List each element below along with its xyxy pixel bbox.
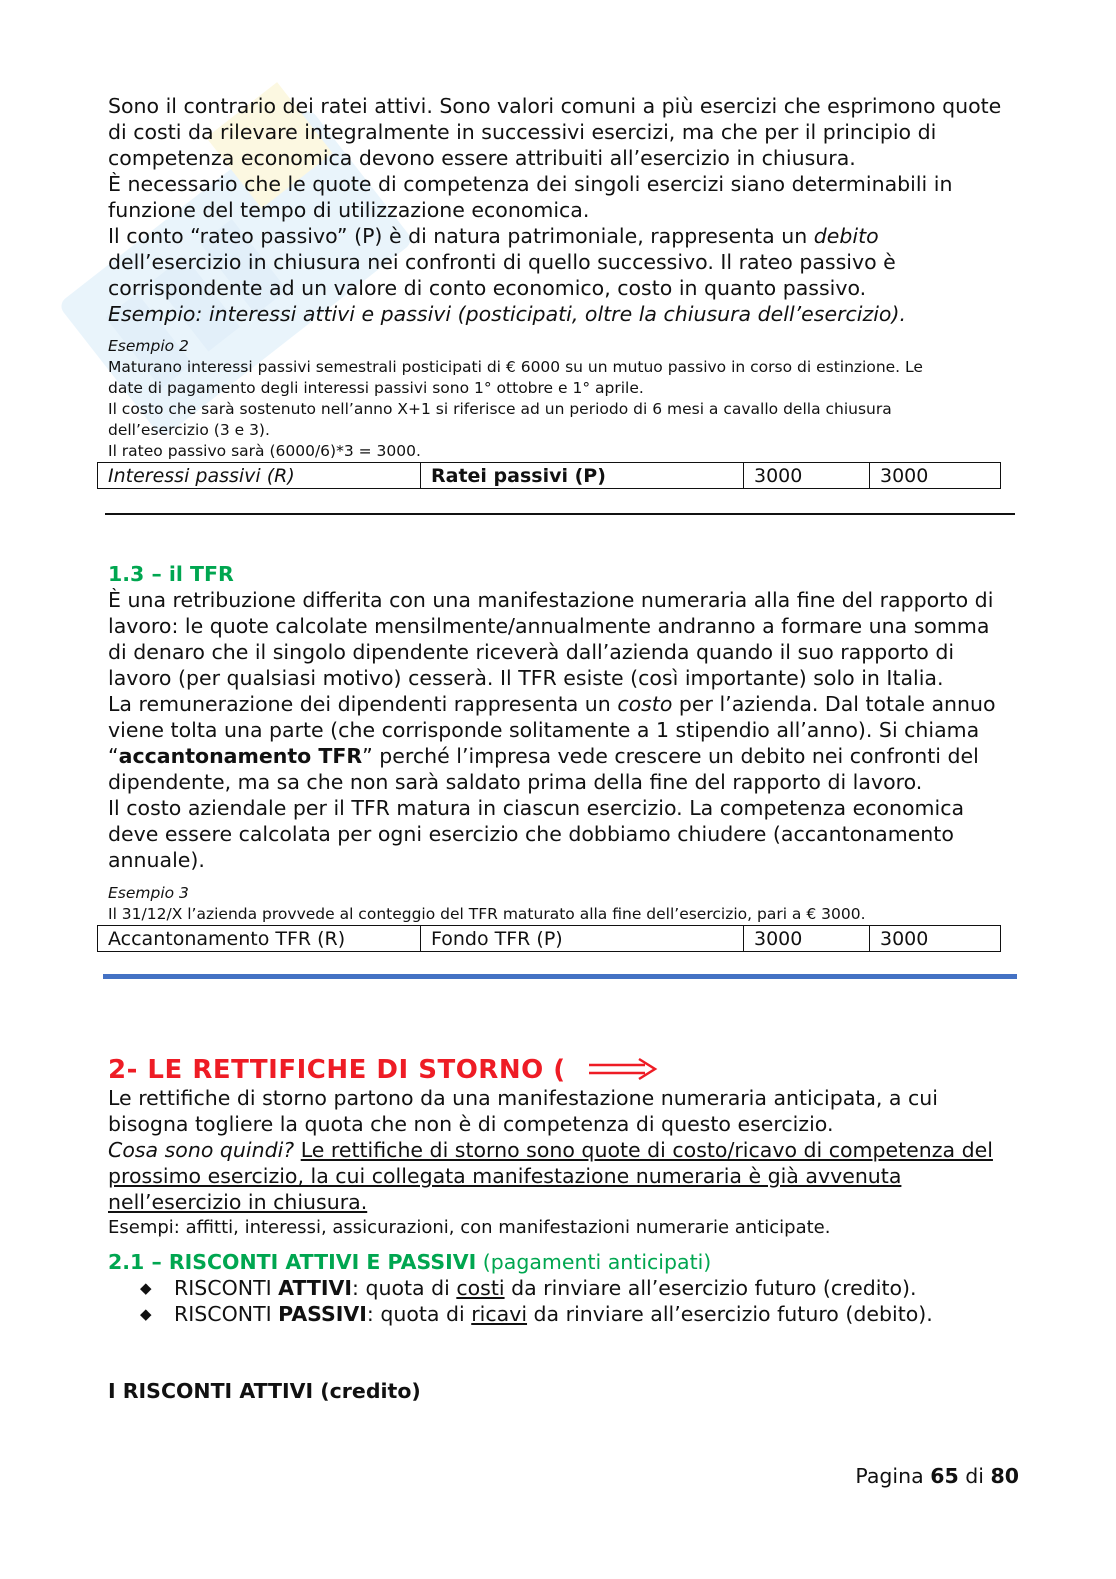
heading-text: 2- LE RETTIFICHE DI STORNO (	[108, 1055, 566, 1085]
bold-term: accantonamento TFR	[118, 744, 363, 768]
subheading: I RISCONTI ATTIVI (credito)	[108, 1379, 421, 1403]
text-line: viene tolta una parte (che corrisponde solitamente a 1 stipendio all’anno). Si chiama	[108, 718, 980, 742]
text-line: Sono il contrario dei ratei attivi. Sono valori comuni a più esercizi che esprimono quote	[108, 94, 1002, 118]
italic-term: costo	[617, 692, 673, 716]
italic-term: debito	[813, 224, 879, 248]
table-cell-debit-account: Interessi passivi (R)	[98, 463, 421, 489]
text-line: Il costo aziendale per il TFR matura in ciascun esercizio. La competenza economica	[108, 796, 965, 820]
text-span: “	[108, 744, 119, 768]
table-cell-credit-account: Fondo TFR (P)	[421, 926, 744, 952]
double-arrow-right-icon	[587, 1057, 659, 1081]
journal-entry-table	[97, 462, 1001, 489]
underlined-term: ricavi	[471, 1302, 528, 1326]
text-line: di denaro che il singolo dipendente riceverà dall’azienda quando il suo rapporto di	[108, 640, 955, 664]
text-line: dell’esercizio in chiusura nei confronti di quello successivo. Il rateo passivo è	[108, 250, 896, 274]
bullet-list	[108, 1275, 1018, 1327]
underlined-definition: Le rettifiche di storno sono quote di costo/ricavo di competenza del	[300, 1138, 993, 1162]
table-cell-credit-account: Ratei passivi (P)	[421, 463, 744, 489]
table-cell-debit-account: Accantonamento TFR (R)	[98, 926, 421, 952]
text-line: lavoro (per qualsiasi motivo) cesserà. Il TFR esiste (così importante) solo in Italia.	[108, 666, 944, 690]
text-line	[108, 223, 1018, 249]
diamond-bullet-icon: ◆	[140, 1279, 152, 1297]
ratei-passivi-paragraph	[108, 93, 1018, 327]
example-label: Esempio 3	[108, 884, 189, 902]
table-cell-credit-amount: 3000	[870, 463, 1001, 489]
rettifiche-storno-section	[108, 1055, 1018, 1241]
text-line: funzione del tempo di utilizzazione economica.	[108, 198, 590, 222]
footer-text: di	[958, 1464, 991, 1488]
heading-bold: 2.1 – RISCONTI ATTIVI E PASSIVI	[108, 1250, 477, 1274]
table-row	[98, 463, 1001, 489]
text-line: Il costo che sarà sostenuto nell’anno X+1 si riferisce ad un periodo di 6 mesi a cavallo della chiusura	[108, 400, 892, 418]
tfr-section	[108, 561, 1018, 873]
diamond-bullet-icon: ◆	[140, 1305, 152, 1323]
text-line: Il rateo passivo sarà (6000/6)*3 = 3000.	[108, 442, 421, 460]
text-line: Il 31/12/X l’azienda provvede al conteggio del TFR maturato alla fine dell’esercizio, pari a € 3000.	[108, 905, 866, 923]
list-item	[140, 1301, 1018, 1327]
text-line: Le rettifiche di storno partono da una manifestazione numeraria anticipata, a cui	[108, 1086, 938, 1110]
text-line: annuale).	[108, 848, 205, 872]
subsection-heading	[108, 1249, 1018, 1275]
footer-text: Pagina	[855, 1464, 931, 1488]
list-item	[140, 1275, 1018, 1301]
text-line	[108, 743, 1018, 769]
bold-term: PASSIVI	[278, 1302, 367, 1326]
page-footer	[855, 1464, 1019, 1488]
table-cell-debit-amount: 3000	[744, 463, 870, 489]
text-span: RISCONTI	[174, 1276, 279, 1300]
text-line: di costi da rilevare integralmente in successivi esercizi, ma che per il principio di	[108, 120, 937, 144]
text-line: dell’esercizio (3 e 3).	[108, 421, 270, 439]
example-note: Esempio: interessi attivi e passivi (posticipati, oltre la chiusura dell’esercizio).	[108, 302, 906, 326]
risconti-section	[108, 1249, 1018, 1403]
example-label: Esempio 2	[108, 337, 189, 355]
text-line: corrispondente ad un valore di conto economico, costo in quanto passivo.	[108, 276, 867, 300]
text-span: : quota di	[366, 1302, 472, 1326]
table-row	[98, 926, 1001, 952]
section-heading: 1.3 – il TFR	[108, 562, 234, 586]
text-span: RISCONTI	[174, 1302, 279, 1326]
example-2	[108, 336, 1018, 489]
text-line: lavoro: le quote calcolate mensilmente/annualmente andranno a formare una somma	[108, 614, 990, 638]
text-line: date di pagamento degli interessi passivi sono 1° ottobre e 1° aprile.	[108, 379, 644, 397]
underlined-definition: prossimo esercizio, la cui collegata manifestazione numeraria è già avvenuta	[108, 1164, 902, 1188]
text-span: ” perché l’impresa vede crescere un debito nei confronti del	[362, 744, 979, 768]
text-span: da rinviare all’esercizio futuro (credito).	[504, 1276, 917, 1300]
italic-question: Cosa sono quindi?	[108, 1138, 295, 1162]
section-divider-blue	[103, 974, 1017, 979]
text-span: da rinviare all’esercizio futuro (debito).	[527, 1302, 933, 1326]
text-line: deve essere calcolata per ogni esercizio che dobbiamo chiudere (accantonamento	[108, 822, 954, 846]
text-line: competenza economica devono essere attribuiti all’esercizio in chiusura.	[108, 146, 856, 170]
page-total: 80	[990, 1464, 1019, 1488]
table-cell-credit-amount: 3000	[870, 926, 1001, 952]
journal-entry-table	[97, 925, 1001, 952]
underlined-term: costi	[456, 1276, 505, 1300]
section-divider	[105, 513, 1015, 515]
text-line: È una retribuzione differita con una manifestazione numeraria alla fine del rapporto di	[108, 588, 994, 612]
text-line: dipendente, ma sa che non sarà saldato prima della fine del rapporto di lavoro.	[108, 770, 923, 794]
section-heading	[108, 1055, 1018, 1085]
page-content	[108, 93, 1018, 1403]
example-3	[108, 883, 1018, 952]
bold-term: ATTIVI	[278, 1276, 353, 1300]
heading-normal: (pagamenti anticipati)	[476, 1250, 712, 1274]
text-span: Il conto “rateo passivo” (P) è di natura patrimoniale, rappresenta un	[108, 224, 814, 248]
page-number: 65	[930, 1464, 959, 1488]
underlined-definition: nell’esercizio in chiusura.	[108, 1190, 368, 1214]
text-line: Esempi: affitti, interessi, assicurazioni, con manifestazioni numerarie anticipate.	[108, 1217, 831, 1238]
text-span: La remunerazione dei dipendenti rappresenta un	[108, 692, 618, 716]
text-span: per l’azienda. Dal totale annuo	[672, 692, 996, 716]
text-line: È necessario che le quote di competenza dei singoli esercizi siano determinabili in	[108, 172, 953, 196]
text-span: : quota di	[352, 1276, 457, 1300]
text-line	[108, 1137, 1018, 1163]
text-line: Maturano interessi passivi semestrali posticipati di € 6000 su un mutuo passivo in corso di estinzione. Le	[108, 358, 923, 376]
text-line: bisogna togliere la quota che non è di competenza di questo esercizio.	[108, 1112, 834, 1136]
table-cell-debit-amount: 3000	[744, 926, 870, 952]
text-line	[108, 691, 1018, 717]
